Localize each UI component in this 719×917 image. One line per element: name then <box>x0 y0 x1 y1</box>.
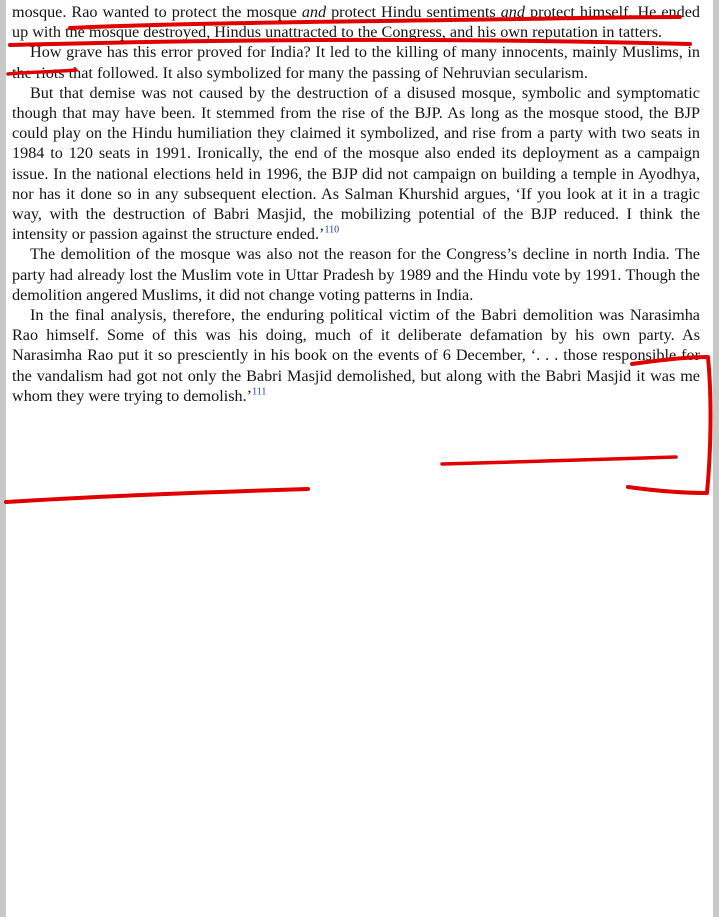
paragraph-1 <box>12 2 700 42</box>
paragraph-2 <box>12 42 700 82</box>
italic-text: and <box>301 3 327 21</box>
text-run: protect himself. He ended up with the mosque destroyed, Hindus unattracted to the Congress, and his own reputation in tatters. <box>12 3 701 42</box>
paragraph-4 <box>12 244 700 305</box>
text-run: In the final analysis, therefore, the enduring political victim of the Babri demolition was Narasimha Rao himself. Some of this was his doing, much of it deliberate defamation by his own party. As Narasimha Rao put it so presciently in his book on the events of 6 December, ‘. . . those responsible for the vandalism had got not only the Babri Masjid demolished, but along with the Babri Masjid it was me whom they were trying to demolish.’ <box>12 306 700 405</box>
paragraph-5 <box>12 305 700 406</box>
text-run: mosque. Rao wanted to protect the mosque <box>12 3 302 21</box>
footnote-ref[interactable]: 111 <box>252 386 267 398</box>
paragraph-3 <box>12 83 700 245</box>
text-run: protect Hindu sentiments <box>326 3 501 21</box>
footnote-ref[interactable]: 110 <box>324 224 340 236</box>
text-run: How grave has this error proved for India? It led to the killing of many innocents, mainly Muslims, in the riots that followed. It also symbolized for many the passing of Nehruvian secularism. <box>12 43 700 82</box>
italic-text: and <box>500 3 525 21</box>
text-run: The demolition of the mosque was also not the reason for the Congress’s decline in north India. The party had already lost the Muslim vote in Uttar Pradesh by 1989 and the Hindu vote by 1991. Though the demolition angered Muslims, it did not change voting patterns in India. <box>12 245 700 304</box>
text-run: But that demise was not caused by the destruction of a disused mosque, symbolic and symptomatic though that may have been. It stemmed from the rise of the BJP. As long as the mosque stood, the BJP could play on the Hindu humiliation they claimed it symbolized, and rise from a party with two seats in 1984 to 120 seats in 1991. Ironically, the end of the mosque also ended its deployment as a campaign issue. In the national elections held in 1996, the BJP did not campaign on building a temple in Ayodhya, nor has it done so in any subsequent election. As Salman Khurshid argues, ‘If you look at it in a tragic way, with the destruction of Babri Masjid, the mobilizing potential of the BJP reduced. I think the intensity or passion against the structure ended.’ <box>12 83 700 244</box>
page-text <box>12 2 700 406</box>
